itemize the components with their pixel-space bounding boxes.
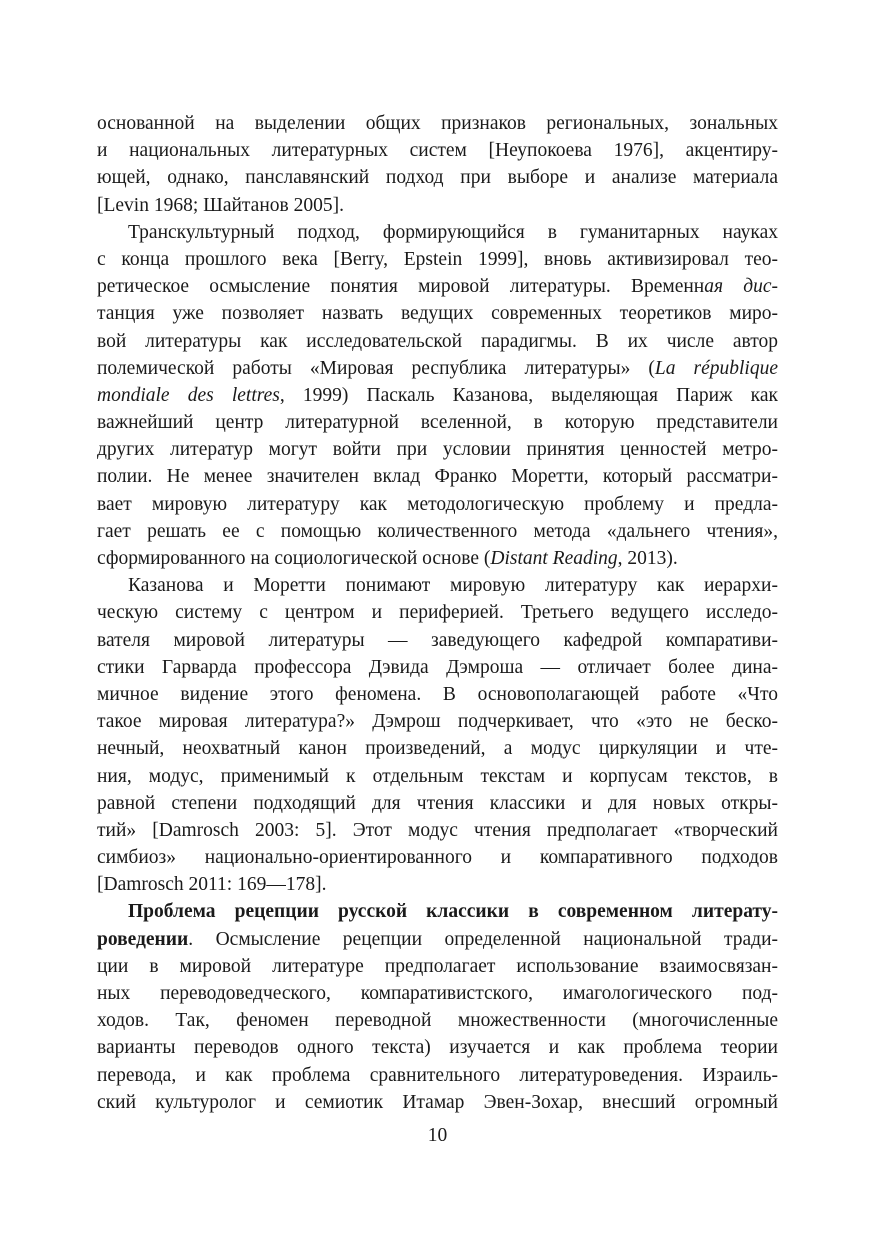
text-line: [Damrosch 2011: 169—178]. <box>97 874 327 896</box>
text-fragment: сформированного на социологической основе ( <box>97 548 491 569</box>
text-line: Транскультурный подход, формирующийся в гуманитарных науках <box>128 221 778 243</box>
text-line: и национальных литературных систем [Неупокоева 1976], акцентиру- <box>97 140 778 162</box>
text-line: ных переводоведческого, компаративистского, имагологического под- <box>97 983 778 1004</box>
text-line: гает решать ее с помощью количественного метода «дальнего чтения», <box>97 520 778 542</box>
text-line: мичное видение этого феномена. В основополагающей работе «Что <box>97 683 778 705</box>
text-line <box>97 273 778 300</box>
text-line: с конца прошлого века [Berry, Epstein 1999], вновь активизировал тео- <box>97 248 778 270</box>
text-line: [Levin 1968; Шайтанов 2005]. <box>97 194 344 216</box>
text-line: нечный, неохватный канон произведений, а модус циркуляции и чте- <box>97 738 778 760</box>
italic-title: La république <box>654 357 778 379</box>
italic-title: mondiale des lettres <box>97 384 280 406</box>
text-line <box>97 382 778 409</box>
text-line: ния, модус, применимый к отдельным текстам и корпусам текстов, в <box>97 765 778 787</box>
text-line: ции в мировой литературе предполагает использование взаимосвязан- <box>97 955 778 977</box>
text-line: стики Гарварда профессора Дэвида Дэмроша — отличает более дина- <box>97 656 778 678</box>
text-line: ющей, однако, панславянский подход при выборе и анализе материала <box>97 167 778 189</box>
paragraph <box>97 572 778 898</box>
text-fragment: ретическое осмысление понятия мировой литературы. Временн <box>97 276 705 298</box>
text-line: перевода, и как проблема сравнительного литературоведения. Израиль- <box>97 1064 778 1086</box>
text-line <box>97 545 778 572</box>
section-heading-line: Проблема рецепции русской классики в современном литерату- <box>128 901 778 923</box>
text-line: Казанова и Моретти понимают мировую литературу как иерархи- <box>128 575 778 597</box>
text-line: тий» [Damrosch 2003: 5]. Этот модус чтения предполагает «творческий <box>97 819 778 841</box>
text-line: ходов. Так, феномен переводной множественности (многочисленные <box>97 1010 778 1032</box>
italic-fragment: ая дис- <box>704 276 778 298</box>
document-body <box>97 110 778 1116</box>
text-line: важнейший центр литературной вселенной, в которую представители <box>97 412 778 434</box>
text-line: равной степени подходящий для чтения классики и для новых откры- <box>97 792 778 814</box>
text-line: вой литературы как исследовательской парадигмы. В их числе автор <box>97 330 778 352</box>
paragraph <box>97 110 778 219</box>
text-fragment: . Осмысление рецепции определенной национальной тради- <box>188 928 778 950</box>
text-line <box>97 355 778 382</box>
italic-title: Distant Reading <box>490 548 618 569</box>
page-number: 10 <box>427 1125 448 1146</box>
text-line <box>97 926 778 953</box>
paragraph <box>97 219 778 572</box>
text-line: танция уже позволяет назвать ведущих современных теоретиков миро- <box>97 303 778 325</box>
text-line: ческую систему с центром и периферией. Третьего ведущего исследо- <box>97 602 778 624</box>
text-line: вает мировую литературу как методологическую проблему и предла- <box>97 493 778 515</box>
text-fragment: полемической работы «Мировая республика литературы» ( <box>97 357 655 379</box>
text-line: других литератур могут войти при условии принятия ценностей метро- <box>97 439 778 461</box>
paragraph <box>97 898 778 1116</box>
text-line: ский культуролог и семиотик Итамар Эвен-Зохар, внесший огромный <box>97 1091 778 1113</box>
section-heading-fragment: роведении <box>97 928 189 950</box>
text-line: основанной на выделении общих признаков региональных, зональных <box>97 113 778 134</box>
text-line: симбиоз» национально-ориентированного и компаративного подходов <box>97 847 778 869</box>
text-line: полии. Не менее значителен вклад Франко Моретти, который рассматри- <box>97 466 778 488</box>
text-line: такое мировая литература?» Дэмрош подчеркивает, что «это не беско- <box>97 711 778 733</box>
text-fragment: , 2013). <box>617 548 678 569</box>
text-line: вателя мировой литературы — заведующего кафедрой компаративи- <box>97 629 778 651</box>
text-line: варианты переводов одного текста) изучается и как проблема теории <box>97 1037 778 1059</box>
text-fragment: , 1999) Паскаль Казанова, выделяющая Париж как <box>279 384 778 406</box>
